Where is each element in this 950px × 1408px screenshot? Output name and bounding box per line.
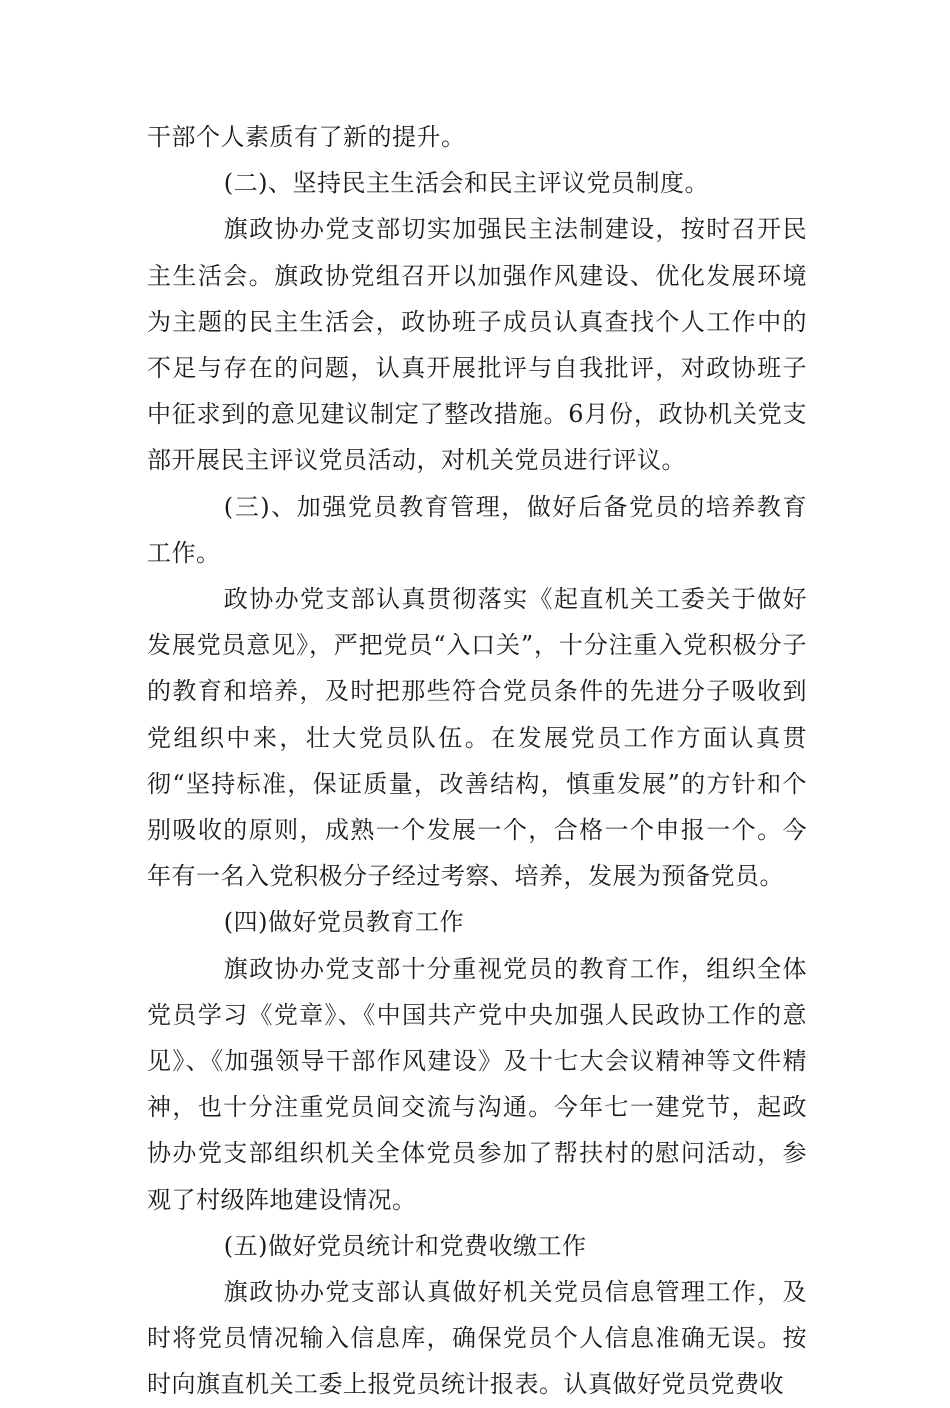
paragraph-continuation: 干部个人素质有了新的提升。 [147,123,466,151]
paragraph-democratic-life: 旗政协办党支部切实加强民主法制建设，按时召开民主生活会。旗政协党组召开以加强作风建设、优化发展环境为主题的民主生活会，政协班子成员认真查找个人工作中的不足与存在的问题，认真开展批评与自我批评，对政协班子中征求到的意见建议制定了整改措施。6月份，政协机关党支部开展民主评议党员活动，对机关党员进行评议。 [147,215,807,475]
section-heading-3: (三)、加强党员教育管理，做好后备党员的培养教育工作。 [147,492,807,567]
paragraph-member-education: 旗政协办党支部十分重视党员的教育工作，组织全体党员学习《党章》、《中国共产党中央加强人民政协工作的意见》、《加强领导干部作风建设》及十七大会议精神等文件精神，也十分注重党员间交流与沟通。今年七一建党节，起政协办党支部组织机关全体党员参加了帮扶村的慰问活动，参观了村级阵地建设情况。 [147,954,807,1214]
section-heading-5: (五)做好党员统计和党费收缴工作 [223,1231,587,1260]
section-heading-2: (二)、坚持民主生活会和民主评议党员制度。 [223,169,710,198]
section-heading-4: (四)做好党员教育工作 [223,908,465,937]
paragraph-party-development: 政协办党支部认真贯彻落实《起直机关工委关于做好发展党员意见》，严把党员“入口关”，十分注重入党积极分子的教育和培养，及时把那些符合党员条件的先进分子吸收到党组织中来，壮大党员队伍。在发展党员工作方面认真贯彻“坚持标准，保证质量，改善结构，慎重发展”的方针和个别吸收的原则，成熟一个发展一个，合格一个申报一个。今年有一名入党积极分子经过考察、培养，发展为预备党员。 [147,585,807,891]
document-body [147,114,807,1408]
paragraph-statistics-dues: 旗政协办党支部认真做好机关党员信息管理工作，及时将党员情况输入信息库，确保党员个人信息准确无误。按时向旗直机关工委上报党员统计报表。认真做好党员党费收 [147,1278,807,1399]
